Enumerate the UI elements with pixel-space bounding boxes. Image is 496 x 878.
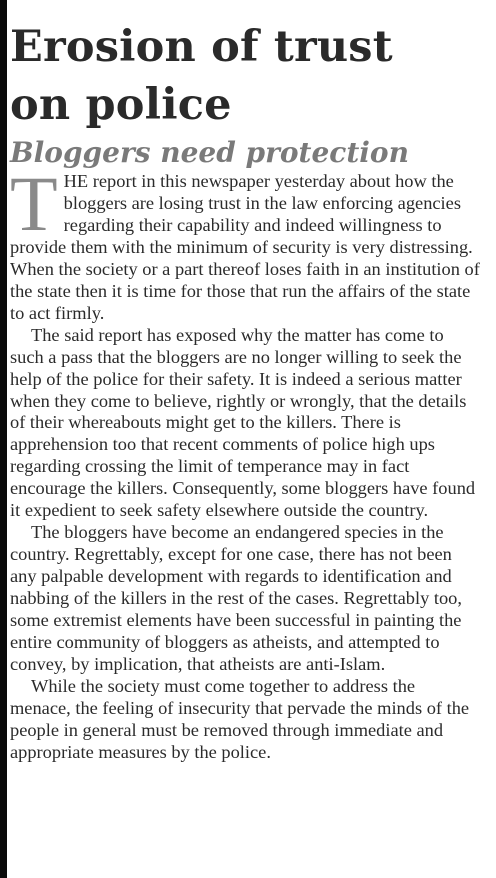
- headline-line-2: on police: [10, 80, 232, 130]
- drop-cap: T: [10, 160, 58, 247]
- article: [10, 18, 480, 764]
- article-body: [10, 160, 480, 764]
- article-subhead: Bloggers need protection: [10, 136, 409, 169]
- paragraph-3: The bloggers have become an endangered species in the country. Regrettably, except for one case, there has not been any palpable development with regards to identification and nabbing of the killers in the rest of the cases. Regrettably too, some extremist elements have been successful in painting the entire community of bloggers as atheists, and attempted to convey, by implication, that atheists are anti-Islam.: [10, 522, 462, 674]
- article-headline: [10, 18, 480, 134]
- paragraph-1: [10, 160, 480, 325]
- paragraph-4: While the society must come together to address the menace, the feeling of insecurity that pervade the minds of the people in general must be removed through immediate and appropriate measures by the police.: [10, 675, 470, 762]
- paragraph-1-text: HE report in this newspaper yesterday about how the bloggers are losing trust in the law enforcing agencies regarding their capability and indeed willingness to provide them with the minimum of security is very distressing. When the society or a part thereof loses faith in an institution of the state then it is time for those that run the affairs of the state to act firmly.: [10, 171, 480, 323]
- paragraph-2: The said report has exposed why the matter has come to such a pass that the bloggers are no longer willing to seek the help of the police for their safety. It is indeed a serious matter when they come to believe, rightly or wrongly, that the details of their whereabouts might get to the killers. There is apprehension too that recent comments of police high ups regarding crossing the limit of temperance may in fact encourage the killers. Consequently, some bloggers have found it expedient to seek safety elsewhere outside the country.: [10, 324, 476, 521]
- headline-line-1: Erosion of trust: [10, 22, 393, 72]
- left-edge-rule: [0, 0, 7, 878]
